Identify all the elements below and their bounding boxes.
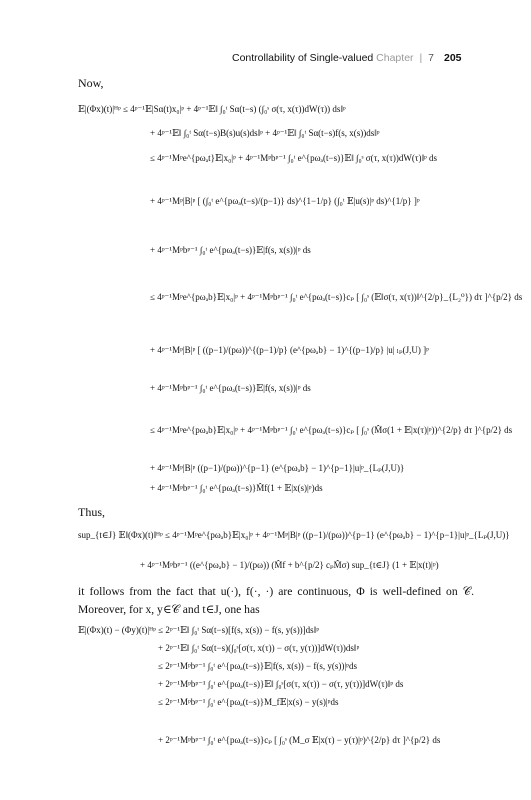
equation-line: sup_{t∈J} 𝔼‖(Φx)(t)‖ᴴᵖ ≤ 4ᵖ⁻¹Mᵖe^{pωₐb}𝔼|x₀|ᵖ + 4ᵖ⁻¹Mᵖ|B|ᵖ ((p−1)/(pω))^{p−1} (e^{pωₐb} − 1)^{p−1}|u|ᵖ_{Lₚ(J,U)} bbox=[78, 530, 510, 540]
page-number: 205 bbox=[444, 52, 462, 64]
equation-line: ≤ 4ᵖ⁻¹Mᵖe^{pωₐb}𝔼|x₀|ᵖ + 4ᵖ⁻¹Mᵖbᵖ⁻¹ ∫₀ᵗ e^{pωₐ(t−s)}cₚ [ ∫₀ˢ (M̂σ(1 + 𝔼|x(τ)|ᵖ))^{2/p} dτ ]^{p/2} ds bbox=[150, 425, 513, 435]
equation-line: + 4ᵖ⁻¹Mᵖ|B|ᵖ [ (∫₀ᵗ e^{pωₐ(t−s)/(p−1)} ds)^{1−1/p} (∫₀ᵗ 𝔼|u(s)|ᵖ ds)^{1/p} ]ᵖ bbox=[150, 196, 420, 206]
equation-line: + 4ᵖ⁻¹Mᵖ|B|ᵖ ((p−1)/(pω))^{p−1} (e^{pωₐb} − 1)^{p−1}|u|ᵖ_{Lₚ(J,U)} bbox=[150, 463, 405, 473]
equation-line: 𝔼|(Φx)(t) − (Φy)(t)|ᴴᵖ ≤ 2ᵖ⁻¹𝔼‖ ∫₀ᵗ Sα(t−s)[f(s, x(s)) − f(s, y(s))]ds‖ᵖ bbox=[78, 625, 320, 635]
equation-line: + 4ᵖ⁻¹Mᵖ|B|ᵖ [ ((p−1)/(pω))^{(p−1)/p} (e^{pωₐb} − 1)^{(p−1)/p} |u| ₗₚ(J,U) ]ᵖ bbox=[150, 345, 429, 355]
equation-line: ≤ 4ᵖ⁻¹Mᵖe^{pωₐt}𝔼|x₀|ᵖ + 4ᵖ⁻¹Mᵖbᵖ⁻¹ ∫₀ᵗ e^{pωₐ(t−s)}𝔼‖ ∫₀ˢ σ(τ, x(τ))dW(τ)‖ᵖ ds bbox=[150, 153, 438, 163]
running-title bbox=[232, 52, 434, 64]
equation-line: 𝔼|(Φx)(t)|ᴴᵖ ≤ 4ᵖ⁻¹𝔼|Sα(t)x₀|ᵖ + 4ᵖ⁻¹𝔼‖ ∫₀ᵗ Sα(t−s) (∫₀ˢ σ(τ, x(τ))dW(τ)) ds‖ᵖ bbox=[78, 104, 346, 114]
body-paragraph: it follows from the fact that u(·), f(·, ·) are continuous, Φ is well-defined on 𝒞. Moreover, for x, y∈𝒞 and t∈J, one has bbox=[78, 585, 474, 616]
chapter-label: Chapter bbox=[376, 52, 414, 64]
chapter-number: 7 bbox=[428, 52, 434, 64]
book-section-title: Controllability of Single-valued bbox=[232, 52, 374, 64]
equation-line: + 2ᵖ⁻¹Mᵖbᵖ⁻¹ ∫₀ᵗ e^{pωₐ(t−s)}𝔼‖ ∫₀ˢ[σ(τ, x(τ)) − σ(τ, y(τ))]dW(τ)‖ᵖ ds bbox=[158, 679, 404, 689]
equation-line: + 4ᵖ⁻¹Mᵖbᵖ⁻¹ ∫₀ᵗ e^{pωₐ(t−s)}M̂f(1 + 𝔼|x(s)|ᵖ)ds bbox=[150, 483, 323, 493]
running-header bbox=[0, 44, 531, 66]
header-separator: | bbox=[419, 52, 423, 64]
equation-line: + 4ᵖ⁻¹Mᵖbᵖ⁻¹ ((e^{pωₐb} − 1)/(pω)) (M̂f + b^{p/2} cₚM̂σ) sup_{t∈J} (1 + 𝔼|x(t)|ᵖ) bbox=[140, 560, 439, 570]
equation-line: ≤ 4ᵖ⁻¹Mᵖe^{pωₐb}𝔼|x₀|ᵖ + 4ᵖ⁻¹Mᵖbᵖ⁻¹ ∫₀ᵗ e^{pωₐ(t−s)}cₚ [ ∫₀ˢ (𝔼‖σ(τ, x(τ))‖^{2/p}_{L₂⁰}) dτ ]^{p/2} ds bbox=[150, 292, 523, 302]
equation-line: + 4ᵖ⁻¹𝔼‖ ∫₀ᵗ Sα(t−s)B(s)u(s)ds‖ᵖ + 4ᵖ⁻¹𝔼‖ ∫₀ᵗ Sα(t−s)f(s, x(s))ds‖ᵖ bbox=[150, 128, 380, 138]
equation-line: ≤ 2ᵖ⁻¹Mᵖbᵖ⁻¹ ∫₀ᵗ e^{pωₐ(t−s)}M_f𝔼|x(s) − y(s)|ᵖds bbox=[158, 697, 339, 707]
equation-line: + 4ᵖ⁻¹Mᵖbᵖ⁻¹ ∫₀ᵗ e^{pωₐ(t−s)}𝔼|f(s, x(s))|ᵖ ds bbox=[150, 245, 311, 255]
thus-text: Thus, bbox=[78, 505, 105, 519]
intro-text: Now, bbox=[78, 76, 104, 90]
equation-line: + 2ᵖ⁻¹𝔼‖ ∫₀ᵗ Sα(t−s)(∫₀ˢ[σ(τ, x(τ)) − σ(τ, y(τ))]dW(τ))ds‖ᵖ bbox=[158, 643, 360, 653]
equation-line: + 2ᵖ⁻¹Mᵖbᵖ⁻¹ ∫₀ᵗ e^{pωₐ(t−s)}cₚ [ ∫₀ˢ (M_σ 𝔼|x(τ) − y(τ)|ᵖ)^{2/p} dτ ]^{p/2} ds bbox=[158, 735, 441, 745]
equation-line: + 4ᵖ⁻¹Mᵖbᵖ⁻¹ ∫₀ᵗ e^{pωₐ(t−s)}𝔼|f(s, x(s))|ᵖ ds bbox=[150, 383, 311, 393]
equation-line: ≤ 2ᵖ⁻¹Mᵖbᵖ⁻¹ ∫₀ᵗ e^{pωₐ(t−s)}𝔼|f(s, x(s)) − f(s, y(s))|ᵖds bbox=[158, 661, 357, 671]
